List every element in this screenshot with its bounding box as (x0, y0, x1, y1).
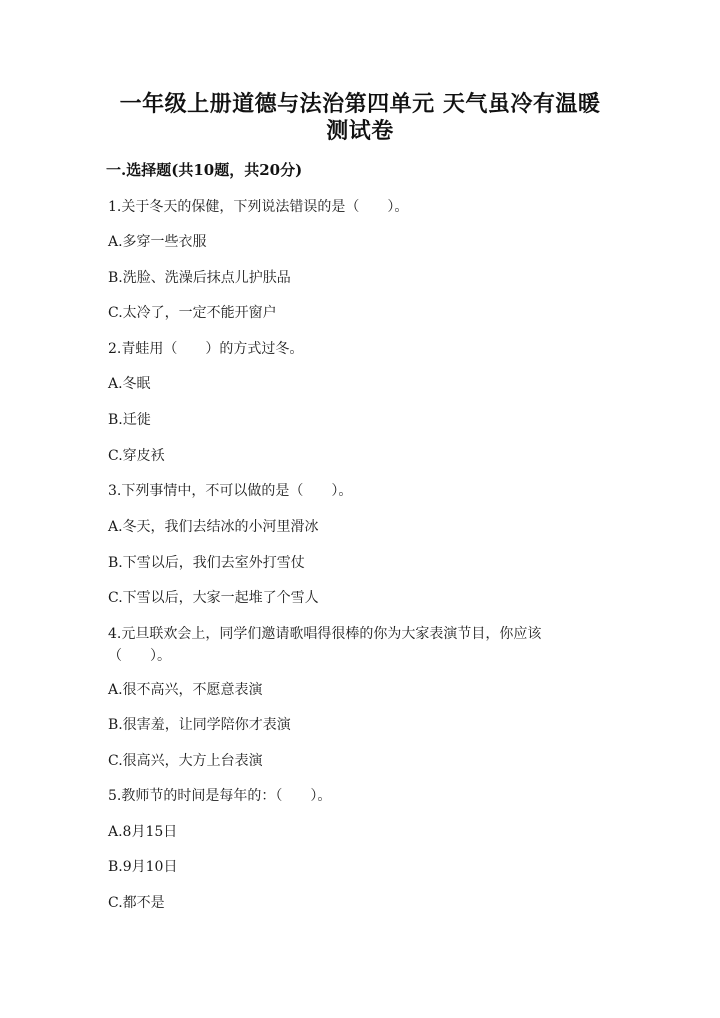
question-option: C.很高兴，大方上台表演 (108, 753, 263, 769)
question-option: B.9月10日 (108, 859, 178, 875)
question-stem: 4.元旦联欢会上，同学们邀请歌唱得很棒的你为大家表演节目，你应该（ ）。 (108, 626, 542, 664)
question-option: C.下雪以后，大家一起堆了个雪人 (108, 590, 319, 606)
question-option: A.8月15日 (108, 824, 178, 840)
question-stem: 3.下列事情中，不可以做的是（ ）。 (108, 483, 353, 499)
question-stem: 1.关于冬天的保健，下列说法错误的是（ ）。 (108, 199, 409, 215)
page-title: 一年级上册道德与法治第四单元 天气虽冷有温暖 (119, 91, 601, 117)
question-option: B.洗脸、洗澡后抹点儿护肤品 (108, 270, 291, 286)
question-option: A.冬天，我们去结冰的小河里滑冰 (108, 519, 319, 535)
page-title-line2: 测试卷 (326, 118, 394, 144)
section-heading: 一.选择题(共10题，共20分) (106, 161, 303, 179)
question-option: A.冬眠 (108, 376, 151, 392)
question-option: B.很害羞，让同学陪你才表演 (108, 717, 291, 733)
question-option: C.太冷了，一定不能开窗户 (108, 305, 277, 321)
question-stem: 5.教师节的时间是每年的：（ ）。 (108, 788, 332, 804)
question-option: C.穿皮袄 (108, 448, 165, 464)
question-option: A.很不高兴，不愿意表演 (108, 682, 263, 698)
question-option: B.下雪以后，我们去室外打雪仗 (108, 555, 305, 571)
question-option: A.多穿一些衣服 (108, 234, 207, 250)
question-stem: 2.青蛙用（ ）的方式过冬。 (108, 341, 304, 357)
question-option: C.都不是 (108, 895, 165, 911)
question-option: B.迁徙 (108, 412, 151, 428)
